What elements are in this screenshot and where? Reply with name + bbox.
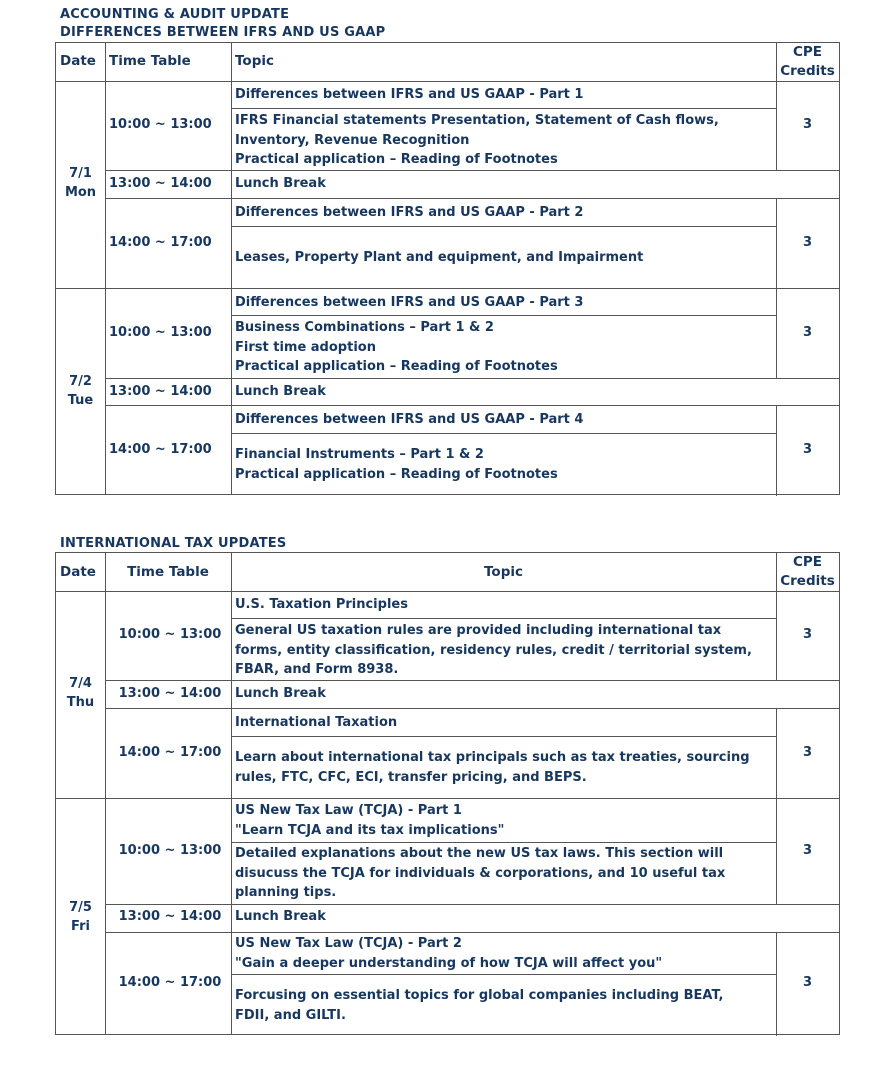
section2-title: INTERNATIONAL TAX UPDATES	[60, 536, 287, 551]
time-slot: 10:00 ~ 13:00	[118, 843, 222, 858]
session-detail: Financial Instruments – Part 1 & 2 Practical application – Reading of Footnotes	[235, 447, 558, 482]
session-detail: Learn about international tax principals such as tax treaties, sourcing rules, FTC, CFC, ECI, transfer pricing, and BEPS.	[235, 750, 750, 785]
session-detail: Leases, Property Plant and equipment, and Impairment	[235, 250, 644, 265]
time-slot: 14:00 ~ 17:00	[109, 442, 212, 457]
cpe-credits: 3	[802, 975, 813, 990]
cpe-credits: 3	[802, 843, 813, 858]
header-cpe-credits: CPE Credits	[780, 44, 835, 79]
time-slot: 13:00 ~ 14:00	[118, 686, 222, 701]
session-title: Differences between IFRS and US GAAP - Part 3	[235, 295, 584, 310]
session-title: Differences between IFRS and US GAAP - Part 4	[235, 412, 584, 427]
session-detail: Business Combinations – Part 1 & 2 First time adoption Practical application – Reading of Footnotes	[235, 320, 558, 374]
schedule-table-2	[55, 552, 840, 1035]
date-cell: 7/2 Tue	[67, 374, 94, 408]
session-title: Differences between IFRS and US GAAP - Part 2	[235, 205, 584, 220]
date-cell: 7/5 Fri	[69, 900, 92, 934]
header-time-table: Time Table	[127, 564, 209, 580]
time-slot: 13:00 ~ 14:00	[109, 384, 212, 399]
date-cell: 7/1 Mon	[64, 166, 97, 200]
cpe-credits: 3	[802, 325, 813, 340]
time-slot: 14:00 ~ 17:00	[109, 235, 212, 250]
session-title: International Taxation	[235, 715, 398, 730]
time-slot: 13:00 ~ 14:00	[109, 176, 212, 191]
lunch-break: Lunch Break	[235, 384, 326, 399]
header-topic: Topic	[235, 53, 274, 69]
header-time-table: Time Table	[109, 53, 191, 69]
session-detail: Detailed explanations about the new US tax laws. This section will disucuss the TCJA for individuals & corporations, and 10 useful tax planning tips.	[235, 846, 726, 900]
header-date: Date	[60, 564, 96, 580]
session-title: US New Tax Law (TCJA) - Part 2 "Gain a deeper understanding of how TCJA will affect you"	[235, 936, 663, 971]
time-slot: 10:00 ~ 13:00	[118, 627, 222, 642]
cpe-credits: 3	[802, 117, 813, 132]
lunch-break: Lunch Break	[235, 909, 326, 924]
session-title: Differences between IFRS and US GAAP - Part 1	[235, 87, 584, 102]
time-slot: 10:00 ~ 13:00	[109, 117, 212, 132]
time-slot: 13:00 ~ 14:00	[118, 909, 222, 924]
date-cell: 7/4 Thu	[66, 676, 95, 710]
session-detail: IFRS Financial statements Presentation, Statement of Cash flows, Inventory, Revenue Recognition Practical application – Reading of Footnotes	[235, 113, 719, 167]
section1-title: ACCOUNTING & AUDIT UPDATE	[60, 7, 290, 22]
schedule-table-1	[55, 42, 840, 495]
lunch-break: Lunch Break	[235, 176, 326, 191]
time-slot: 14:00 ~ 17:00	[118, 975, 222, 990]
lunch-break: Lunch Break	[235, 686, 326, 701]
session-title: US New Tax Law (TCJA) - Part 1 "Learn TCJA and its tax implications"	[235, 803, 505, 838]
header-cpe-credits: CPE Credits	[780, 554, 835, 589]
time-slot: 10:00 ~ 13:00	[109, 325, 212, 340]
cpe-credits: 3	[802, 235, 813, 250]
session-title: U.S. Taxation Principles	[235, 597, 408, 612]
header-date: Date	[60, 53, 96, 69]
cpe-credits: 3	[802, 627, 813, 642]
cpe-credits: 3	[802, 745, 813, 760]
time-slot: 14:00 ~ 17:00	[118, 745, 222, 760]
header-topic: Topic	[484, 564, 523, 580]
section1-subtitle: DIFFERENCES BETWEEN IFRS AND US GAAP	[60, 25, 386, 40]
session-detail: General US taxation rules are provided including international tax forms, entity classification, residency rules, credit / territorial system, FBAR, and Form 8938.	[235, 623, 752, 677]
cpe-credits: 3	[802, 442, 813, 457]
session-detail: Forcusing on essential topics for global companies including BEAT, FDII, and GILTI.	[235, 988, 724, 1023]
